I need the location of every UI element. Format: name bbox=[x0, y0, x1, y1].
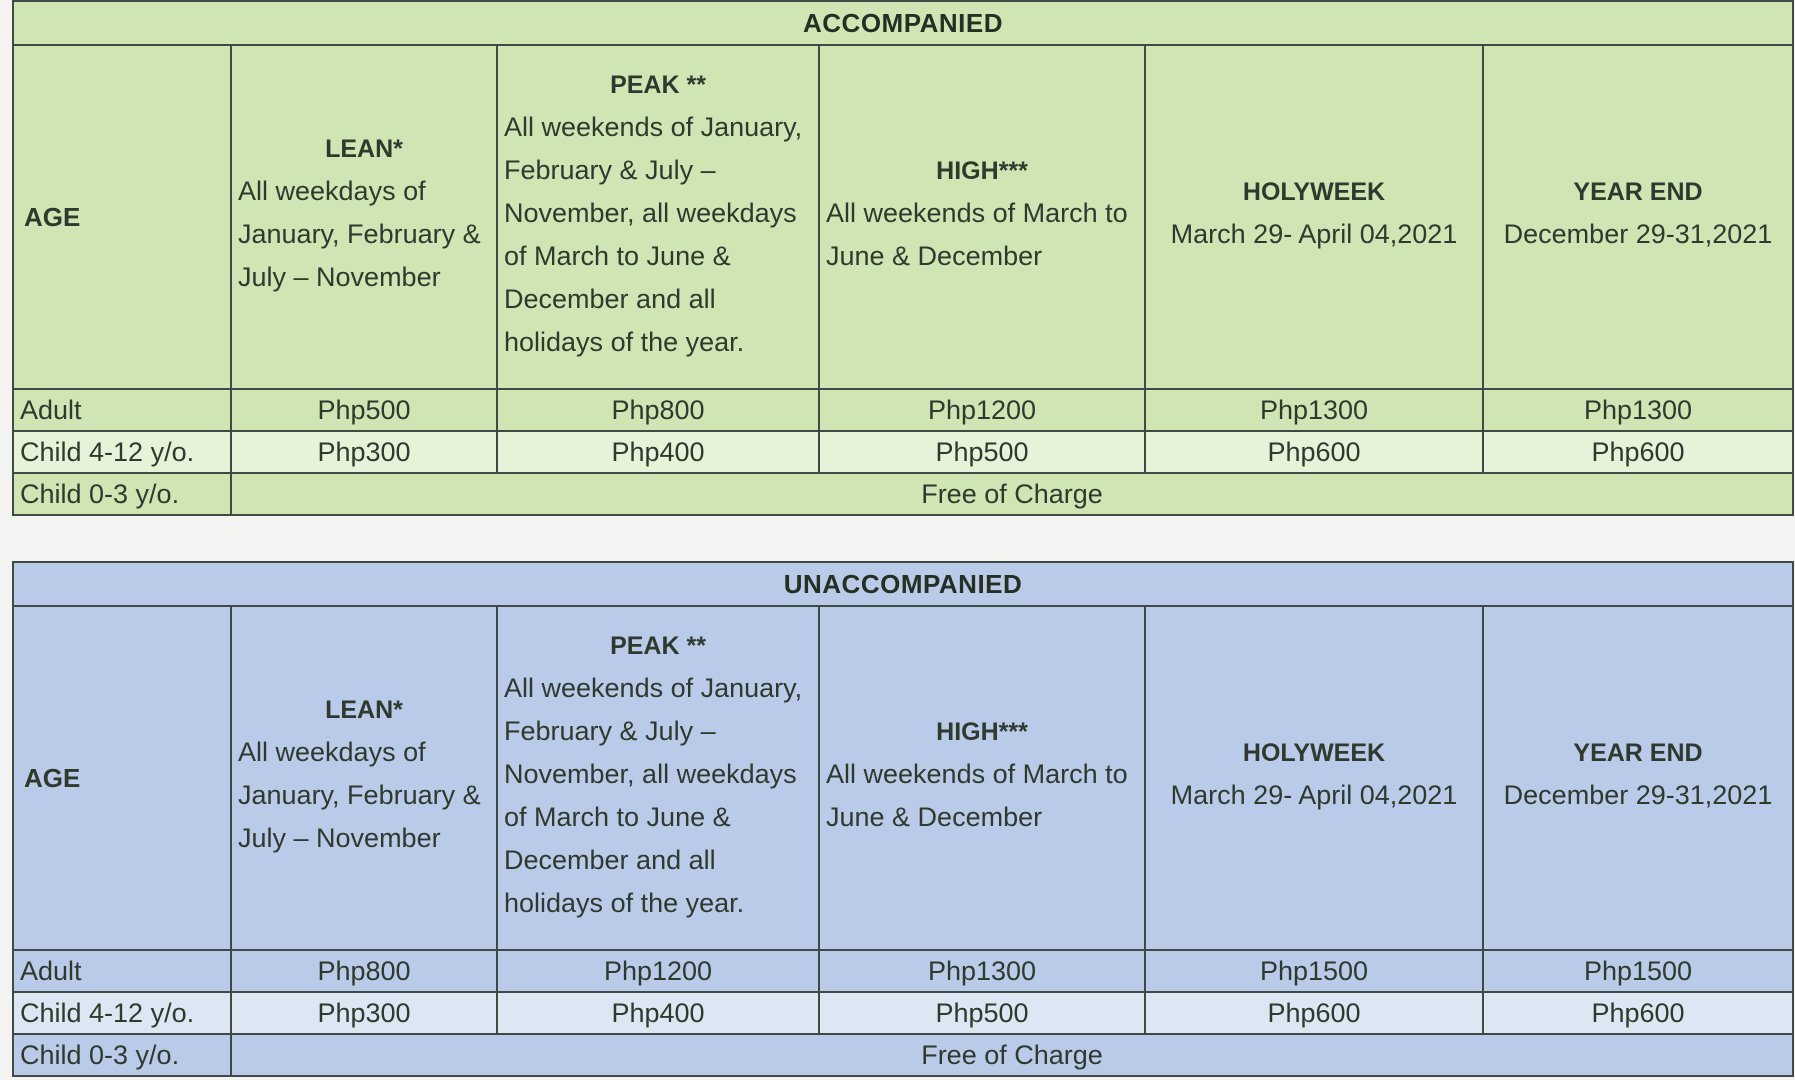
table-title-row bbox=[13, 1, 1793, 45]
header-row bbox=[13, 606, 1793, 950]
age-label: Adult bbox=[13, 389, 231, 431]
age-header: AGE bbox=[13, 45, 231, 389]
price-cell: Php600 bbox=[1145, 992, 1483, 1034]
season-desc: All weekdays of January, February & July – November bbox=[238, 737, 481, 853]
header-row bbox=[13, 45, 1793, 389]
price-cell: Php500 bbox=[231, 389, 497, 431]
price-cell: Php300 bbox=[231, 992, 497, 1034]
price-cell: Php400 bbox=[497, 431, 819, 473]
season-desc: March 29- April 04,2021 bbox=[1170, 780, 1458, 810]
age-header: AGE bbox=[13, 606, 231, 950]
table-gap bbox=[12, 523, 1792, 559]
season-desc: December 29-31,2021 bbox=[1503, 780, 1773, 810]
season-holyweek bbox=[1145, 606, 1483, 950]
table-row-infant bbox=[13, 1034, 1793, 1076]
age-label: Child 0-3 y/o. bbox=[13, 473, 231, 515]
season-lean bbox=[231, 606, 497, 950]
price-cell: Php1300 bbox=[1483, 389, 1793, 431]
season-peak bbox=[497, 606, 819, 950]
price-cell: Php600 bbox=[1145, 431, 1483, 473]
age-label: Adult bbox=[13, 950, 231, 992]
season-name: PEAK ** bbox=[610, 631, 706, 660]
unaccompanied-title: UNACCOMPANIED bbox=[13, 562, 1793, 606]
season-desc: March 29- April 04,2021 bbox=[1170, 219, 1458, 249]
season-name: HIGH*** bbox=[936, 156, 1028, 185]
season-holyweek bbox=[1145, 45, 1483, 389]
price-cell: Php400 bbox=[497, 992, 819, 1034]
season-name: LEAN* bbox=[325, 696, 403, 724]
price-cell: Php800 bbox=[497, 389, 819, 431]
age-label: Child 4-12 y/o. bbox=[13, 431, 231, 473]
price-cell: Php800 bbox=[231, 950, 497, 992]
table-row-child bbox=[13, 431, 1793, 473]
price-cell: Php600 bbox=[1483, 431, 1793, 473]
accompanied-title: ACCOMPANIED bbox=[13, 1, 1793, 45]
price-cell: Php1200 bbox=[819, 389, 1145, 431]
age-label: Child 0-3 y/o. bbox=[13, 1034, 231, 1076]
season-name: PEAK ** bbox=[610, 70, 706, 99]
price-cell: Php600 bbox=[1483, 992, 1793, 1034]
table-row-adult bbox=[13, 950, 1793, 992]
season-name: HOLYWEEK bbox=[1242, 178, 1386, 206]
accompanied-rate-table bbox=[12, 0, 1794, 516]
season-lean bbox=[231, 45, 497, 389]
price-cell: Php1500 bbox=[1483, 950, 1793, 992]
free-of-charge-cell: Free of Charge bbox=[231, 1034, 1793, 1076]
season-desc: December 29-31,2021 bbox=[1503, 219, 1773, 249]
price-cell: Php1200 bbox=[497, 950, 819, 992]
price-cell: Php1500 bbox=[1145, 950, 1483, 992]
season-desc: All weekends of March to June & December bbox=[826, 197, 1128, 271]
free-of-charge-cell: Free of Charge bbox=[231, 473, 1793, 515]
season-desc: All weekends of January, February & July – November, all weekdays of March to June & December and all holidays of the year. bbox=[504, 672, 803, 918]
price-cell: Php300 bbox=[231, 431, 497, 473]
season-peak bbox=[497, 45, 819, 389]
price-cell: Php1300 bbox=[819, 950, 1145, 992]
season-name: LEAN* bbox=[325, 135, 403, 163]
season-high bbox=[819, 45, 1145, 389]
table-row-child bbox=[13, 992, 1793, 1034]
price-cell: Php1300 bbox=[1145, 389, 1483, 431]
table-title-row bbox=[13, 562, 1793, 606]
season-desc: All weekends of January, February & July – November, all weekdays of March to June & December and all holidays of the year. bbox=[504, 111, 803, 357]
unaccompanied-rate-table bbox=[12, 561, 1794, 1077]
age-label: Child 4-12 y/o. bbox=[13, 992, 231, 1034]
season-year-end bbox=[1483, 606, 1793, 950]
season-year-end bbox=[1483, 45, 1793, 389]
season-name: HIGH*** bbox=[936, 717, 1028, 746]
table-row-adult bbox=[13, 389, 1793, 431]
season-desc: All weekdays of January, February & July – November bbox=[238, 176, 481, 292]
price-cell: Php500 bbox=[819, 431, 1145, 473]
season-name: YEAR END bbox=[1573, 739, 1703, 767]
season-name: HOLYWEEK bbox=[1242, 739, 1386, 767]
table-row-infant bbox=[13, 473, 1793, 515]
price-cell: Php500 bbox=[819, 992, 1145, 1034]
season-high bbox=[819, 606, 1145, 950]
season-name: YEAR END bbox=[1573, 178, 1703, 206]
season-desc: All weekends of March to June & December bbox=[826, 758, 1128, 832]
